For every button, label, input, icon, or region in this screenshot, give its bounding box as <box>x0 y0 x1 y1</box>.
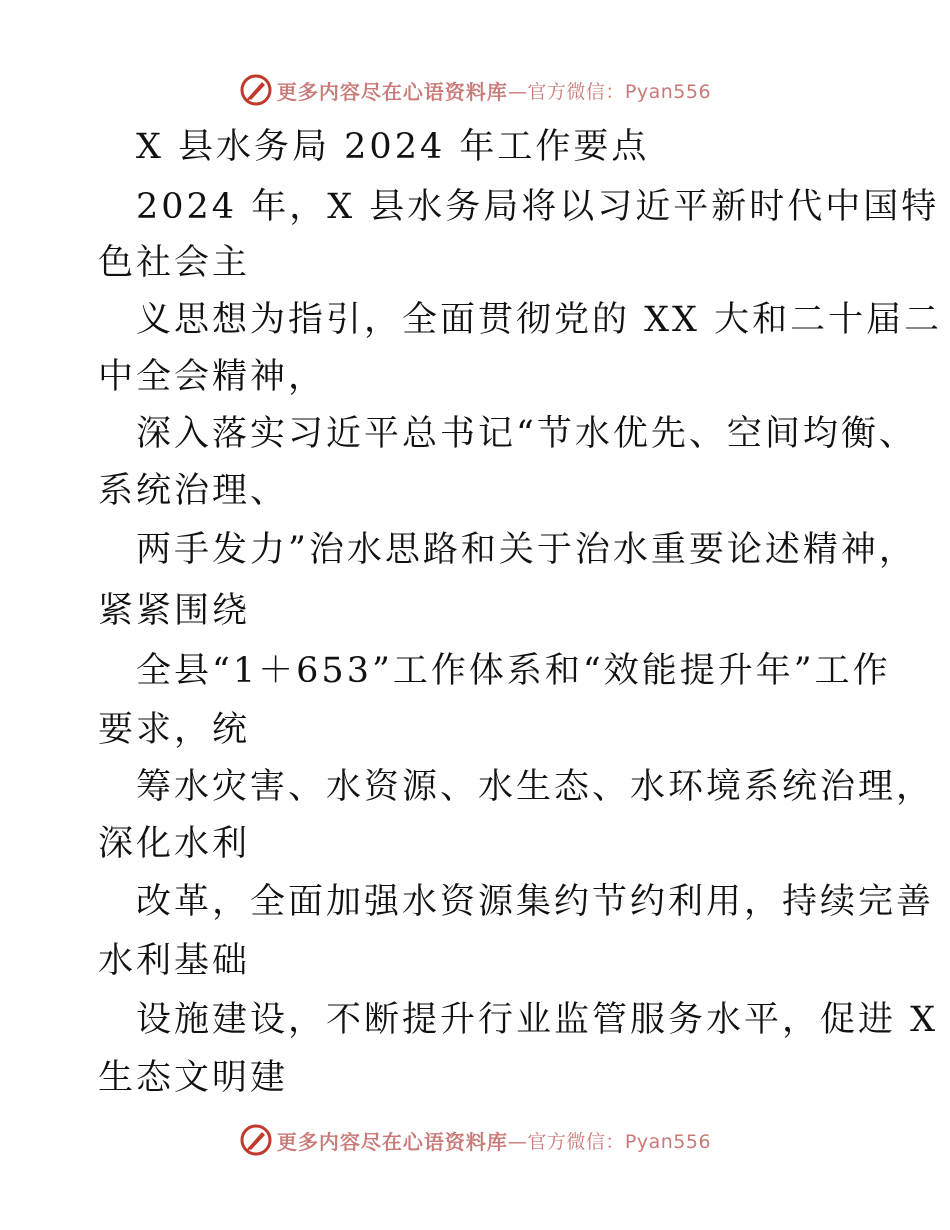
watermark-banner-bottom <box>0 1120 950 1160</box>
paragraph-line: 两手发力”治水思路和关于治水重要论述精神， <box>136 530 917 570</box>
paragraph-line: 改革，全面加强水资源集约节约利用，持续完善 <box>136 882 935 922</box>
paragraph-line: 色社会主 <box>98 243 251 283</box>
watermark-banner-top <box>0 70 950 110</box>
paragraph-line: 全县“1＋653”工作体系和“效能提升年”工作 <box>136 651 891 691</box>
paragraph-line: 筹水灾害、水资源、水生态、水环境系统治理， <box>136 767 935 807</box>
paragraph-line: 紧紧围绕 <box>98 591 251 631</box>
quill-pen-seal-icon <box>239 1123 273 1157</box>
watermark-promo-text: 更多内容尽在心语资料库 <box>276 79 508 104</box>
paragraph-line: 义思想为指引，全面贯彻党的 XX 大和二十届二 <box>136 300 943 340</box>
paragraph-line: 深化水利 <box>98 824 251 864</box>
document-title: X 县水务局 2024 年工作要点 <box>136 127 650 167</box>
paragraph-line: 设施建设，不断提升行业监管服务水平，促进 X <box>136 1000 939 1040</box>
paragraph-line: 中全会精神， <box>98 357 327 397</box>
paragraph-line: 2024 年，X 县水务局将以习近平新时代中国特 <box>136 187 940 227</box>
quill-pen-seal-icon <box>239 73 273 107</box>
watermark-promo-text: 更多内容尽在心语资料库 <box>276 1129 508 1154</box>
paragraph-line: 水利基础 <box>98 941 251 981</box>
paragraph-line: 深入落实习近平总书记“节水优先、空间均衡、 <box>136 414 917 454</box>
watermark-wechat-text: —官方微信：Pyan556 <box>507 1130 712 1153</box>
paragraph-line: 生态文明建 <box>98 1058 289 1098</box>
paragraph-line: 系统治理、 <box>98 471 289 511</box>
paragraph-line: 要求，统 <box>98 710 251 750</box>
watermark-wechat-text: —官方微信：Pyan556 <box>507 80 712 103</box>
